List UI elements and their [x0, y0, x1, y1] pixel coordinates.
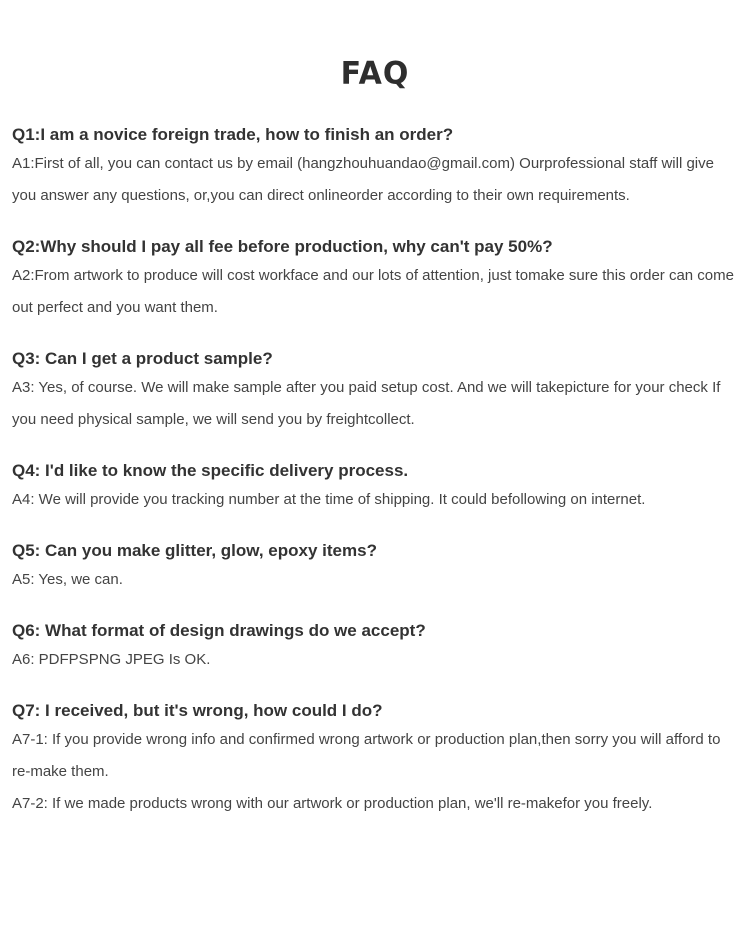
faq-answer: A3: Yes, of course. We will make sample after you paid setup cost. And we will takepicture for your check If you need physical sample, we will send you by freightcollect.	[12, 379, 721, 428]
faq-item-1	[12, 124, 740, 212]
faq-item-5	[12, 540, 740, 596]
faq-item-6	[12, 620, 740, 676]
faq-item-2	[12, 236, 740, 324]
faq-question: Q1:I am a novice foreign trade, how to finish an order?	[12, 125, 454, 144]
page-title: FAQ	[340, 55, 410, 92]
faq-answer: A6: PDFPSPNG JPEG Is OK.	[12, 651, 211, 668]
faq-item-7	[12, 700, 740, 820]
faq-answer: A4: We will provide you tracking number at the time of shipping. It could befollowing on internet.	[12, 491, 646, 508]
faq-answer: A5: Yes, we can.	[12, 571, 123, 588]
faq-item-4	[12, 460, 740, 516]
faq-question: Q6: What format of design drawings do we accept?	[12, 621, 426, 640]
faq-question: Q5: Can you make glitter, glow, epoxy items?	[12, 541, 377, 560]
faq-question: Q4: I'd like to know the specific delivery process.	[12, 461, 409, 480]
faq-question: Q7: I received, but it's wrong, how could I do?	[12, 701, 383, 720]
faq-answer: A7-2: If we made products wrong with our artwork or production plan, we'll re-makefor you freely.	[12, 795, 653, 812]
faq-answer: A2:From artwork to produce will cost workface and our lots of attention, just tomake sure this order can come out perfect and you want them.	[12, 267, 734, 316]
faq-answer: A1:First of all, you can contact us by email (hangzhouhuandao@gmail.com) Ourprofessional staff will give you answer any questions, or,you can direct onlineorder according to their own requirements.	[12, 155, 714, 204]
faq-item-3	[12, 348, 740, 436]
faq-question: Q3: Can I get a product sample?	[12, 349, 273, 368]
faq-answer: A7-1: If you provide wrong info and confirmed wrong artwork or production plan,then sorry you will afford to re-make them.	[12, 731, 721, 780]
faq-question: Q2:Why should I pay all fee before production, why can't pay 50%?	[12, 237, 553, 256]
